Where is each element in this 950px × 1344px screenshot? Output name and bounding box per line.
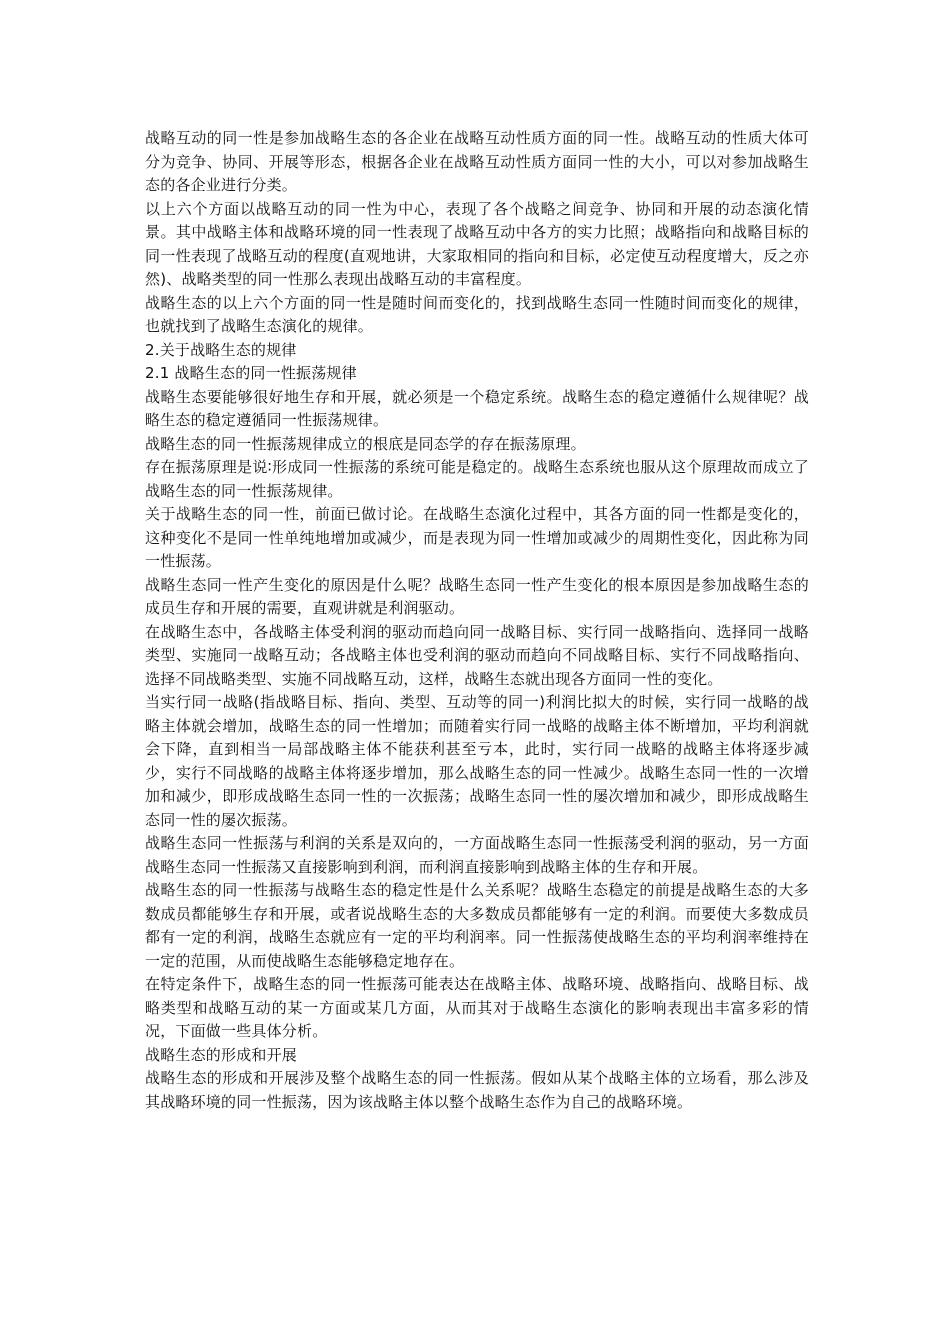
paragraph-profit-relation: 战略生态同一性振荡与利润的关系是双向的，一方面战略生态同一性振荡受利润的驱动，另一方面战略生态同一性振荡又直接影响到利润，而利润直接影响到战略主体的生存和开展。 xyxy=(145,834,809,876)
paragraph-profit-driven: 在战略生态中，各战略主体受利润的驱动而趋向同一战略目标、实行同一战略指向、选择同一战略类型、实施同一战略互动；各战略主体也受利润的驱动而趋向不同战略目标、实行不同战略指向、选择不同战略类型、实施不同战略互动，这样，战略生态就出现各方面同一性的变化。 xyxy=(145,622,809,688)
paragraph-specific-conditions: 在特定条件下，战略生态的同一性振荡可能表达在战略主体、战略环境、战略指向、战略目标、战略类型和战略互动的某一方面或某几方面，从而其对于战略生态演化的影响表现出丰富多彩的情况，下面做一些具体分析。 xyxy=(145,975,809,1040)
paragraph-change-cause: 战略生态同一性产生变化的原因是什么呢？战略生态同一性产生变化的根本原因是参加战略生态的成员生存和开展的需要，直观讲就是利润驱动。 xyxy=(145,575,809,617)
paragraph-same-strategy: 当实行同一战略(指战略目标、指向、类型、互动等的同一)利润比拟大的时候，实行同一战略的战略主体就会增加，战略生态的同一性增加；而随着实行同一战略的战略主体不断增加，平均利润就会下降，直到相当一局部战略主体不能获利甚至亏本，此时，实行同一战略的战略主体将逐步减少，实行不同战略的战略主体将逐步增加，那么战略生态的同一性减少。战略生态同一性的一次增加和减少，即形成战略生态同一性的一次振荡；战略生态同一性的屡次增加和减少，即形成战略生态同一性的屡次振荡。 xyxy=(145,693,809,829)
subsection-heading-oscillation: 2.1 战略生态的同一性振荡规律 xyxy=(145,364,357,382)
section-heading-laws: 2.关于战略生态的规律 xyxy=(145,340,297,359)
paragraph-identity-change: 关于战略生态的同一性，前面已做讨论。在战略生态演化过程中，其各方面的同一性都是变化的，这种变化不是同一性单纯地增加或减少，而是表现为同一性增加或减少的周期性变化，因此称为同一性振荡。 xyxy=(145,505,809,570)
paragraph-interaction-identity: 战略互动的同一性是参加战略生态的各企业在战略互动性质方面的同一性。战略互动的性质大体可分为竞争、协同、开展等形态，根据各企业在战略互动性质方面同一性的大小，可以对参加战略生态的各企业进行分类。 xyxy=(145,129,809,194)
paragraph-stable-system: 战略生态要能够很好地生存和开展，就必须是一个稳定系统。战略生态的稳定遵循什么规律呢？战略生态的稳定遵循同一性振荡规律。 xyxy=(145,387,809,429)
paragraph-stability-relation: 战略生态的同一性振荡与战略生态的稳定性是什么关系呢？战略生态稳定的前提是战略生态的大多数成员都能够生存和开展，或者说战略生态的大多数成员都能够有一定的利润。而要使大多数成员都有一定的利润，战略生态就应有一定的平均利润率。同一性振荡使战略生态的平均利润率维持在一定的范围，从而使战略生态能够稳定地存在。 xyxy=(145,881,809,970)
heading-formation-development: 战略生态的形成和开展 xyxy=(145,1045,298,1064)
paragraph-time-variation: 战略生态的以上六个方面的同一性是随时间而变化的，找到战略生态同一性随时间而变化的规律，也就找到了战略生态演化的规律。 xyxy=(145,293,809,335)
document-body xyxy=(145,127,809,1114)
paragraph-foundation: 战略生态的同一性振荡规律成立的根底是同态学的存在振荡原理。 xyxy=(145,434,586,453)
paragraph-six-aspects: 以上六个方面以战略互动的同一性为中心，表现了各个战略之间竞争、协同和开展的动态演化情景。其中战略主体和战略环境的同一性表现了战略互动中各方的实力比照；战略指向和战略目标的同一性表现了战略互动的程度(直观地讲，大家取相同的指向和目标，必定使互动程度增大，反之亦然)、战略类型的同一性那么表现出战略互动的丰富程度。 xyxy=(145,199,809,288)
paragraph-formation-development: 战略生态的形成和开展涉及整个战略生态的同一性振荡。假如从某个战略主体的立场看，那么涉及其战略环境的同一性振荡，因为该战略主体以整个战略生态作为自己的战略环境。 xyxy=(145,1069,809,1111)
paragraph-oscillation-principle: 存在振荡原理是说∶形成同一性振荡的系统可能是稳定的。战略生态系统也服从这个原理故而成立了战略生态的同一性振荡规律。 xyxy=(145,458,809,500)
